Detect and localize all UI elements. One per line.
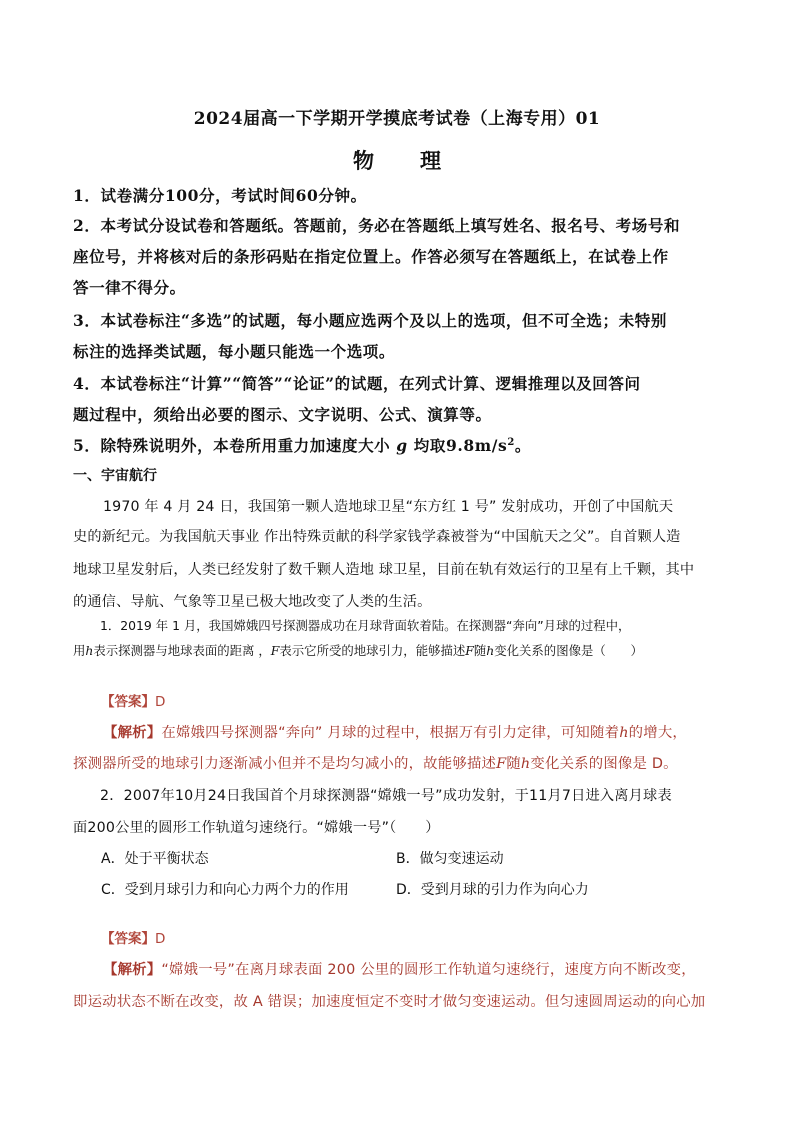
q1-answer: 【答案】D — [101, 694, 166, 710]
rule-line: 1．试卷满分100分，考试时间60分钟。 — [73, 186, 367, 205]
rule-line: 4．本试卷标注“计算”“简答”“论证”的试题，在列式计算、逻辑推理以及回答问 — [73, 374, 641, 393]
intro-line: 1970 年 4 月 24 日，我国第一颗人造地球卫星“东方红 1 号” 发射成功，开创了中国航天 — [103, 499, 674, 515]
q2-explanation-line: 即运动状态不断在改变，故 A 错误；加速度恒定不变时才做匀变速运动。但匀速圆周运动的向心加 — [73, 994, 706, 1010]
q1-explanation-line: 探测器所受的地球引力逐渐减小但并不是均匀减小的，故能够描述F随h变化关系的图像是 D。 — [73, 756, 678, 772]
q2-option-c: C．受到月球引力和向心力两个力的作用 — [101, 882, 349, 898]
q1-stem-line: 1．2019 年 1 月，我国嫦娥四号探测器成功在月球背面软着陆。在探测器“奔向”月球的过程中， — [100, 618, 631, 633]
q2-option-a: A．处于平衡状态 — [101, 851, 209, 867]
intro-line: 的通信、导航、气象等卫星已极大地改变了人类的生活。 — [73, 594, 432, 610]
var-g: g — [396, 436, 408, 455]
rule-line: 2．本考试分设试卷和答题纸。答题前，务必在答题纸上填写姓名、报名号、考场号和 — [73, 216, 681, 235]
subject-heading — [0, 145, 794, 175]
rule-line: 座位号，并将核对后的条形码贴在指定位置上。作答必须写在答题纸上，在试卷上作 — [73, 247, 669, 266]
q1-stem-line: 用h表示探测器与地球表面的距离 ，F表示它所受的地球引力，能够描述F随h变化关系的图像是（ ） — [73, 643, 643, 658]
q2-answer: 【答案】D — [101, 931, 166, 947]
rule-line: 3．本试卷标注“多选”的试题，每小题应选两个及以上的选项，但不可全选；未特别 — [73, 311, 667, 330]
q1-explanation-line: 【解析】在嫦娥四号探测器“奔向” 月球的过程中，根据万有引力定律，可知随着h的增大， — [103, 725, 688, 741]
q2-option-b: B．做匀变速运动 — [396, 851, 504, 867]
subject-char-1: 物 — [353, 148, 374, 173]
subject-char-2: 理 — [420, 148, 441, 173]
q2-stem-line: 面200公里的圆形工作轨道匀速绕行。“嫦娥一号”（ ） — [73, 820, 440, 836]
exam-title: 2024届高一下学期开学摸底考试卷（上海专用）01 — [193, 109, 601, 129]
rule-line: 标注的选择类试题，每小题只能选一个选项。 — [73, 342, 396, 361]
q2-explanation-line: 【解析】“嫦娥一号”在离月球表面 200 公里的圆形工作轨道匀速绕行，速度方向不断改变， — [103, 962, 696, 978]
rule-line: 题过程中，须给出必要的图示、文字说明、公式、演算等。 — [73, 405, 492, 424]
rule-line-5: 5．除特殊说明外，本卷所用重力加速度大小 g 均取$9.8m/s^2$。 — [73, 436, 531, 455]
section-heading: 一、宇宙航行 — [73, 468, 157, 484]
q2-stem-line: 2．2007年10月24日我国首个月球探测器“嫦娥一号”成功发射，于11月7日进入离月球表 — [100, 788, 672, 804]
rule-line: 答一律不得分。 — [73, 278, 186, 297]
intro-line: 地球卫星发射后，人类已经发射了数千颗人造地 球卫星，目前在轨有效运行的卫星有上千颗，其中 — [73, 562, 695, 578]
q2-option-d: D．受到月球的引力作为向心力 — [396, 882, 589, 898]
intro-line: 史的新纪元。为我国航天事业 作出特殊贡献的科学家钱学森被誉为“中国航天之父”。自首颗人造 — [73, 529, 681, 545]
